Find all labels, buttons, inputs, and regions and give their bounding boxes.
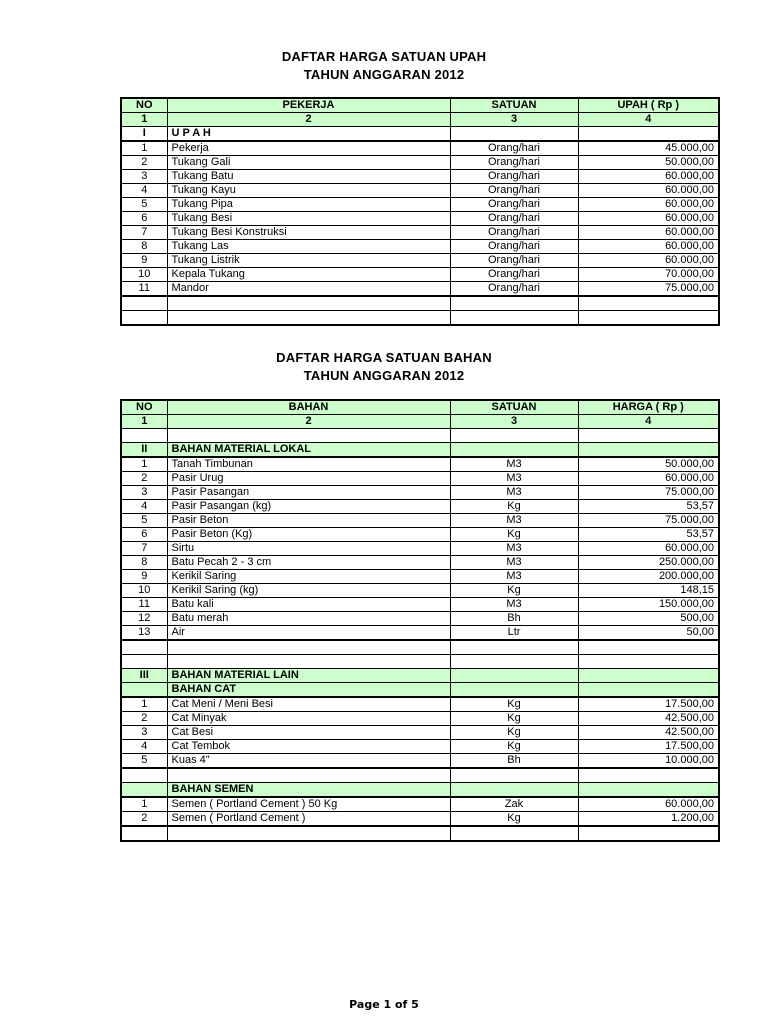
table-row xyxy=(121,584,719,598)
item-no: 6 xyxy=(121,528,167,542)
item-price: 500,00 xyxy=(578,612,719,626)
item-unit: Orang/hari xyxy=(450,198,578,212)
item-no: 5 xyxy=(121,754,167,769)
upah-table xyxy=(120,97,720,326)
item-unit: Kg xyxy=(450,812,578,827)
item-price: 150.000,00 xyxy=(578,598,719,612)
item-price: 50.000,00 xyxy=(578,457,719,472)
item-no: 9 xyxy=(121,254,167,268)
item-name: Air xyxy=(167,626,450,641)
item-price: 60.000,00 xyxy=(578,184,719,198)
item-price: 200.000,00 xyxy=(578,570,719,584)
table-row xyxy=(121,542,719,556)
item-price: 17.500,00 xyxy=(578,697,719,712)
table-row xyxy=(121,500,719,514)
item-name: Tanah Timbunan xyxy=(167,457,450,472)
section-row-lokal xyxy=(121,443,719,458)
item-price: 42.500,00 xyxy=(578,726,719,740)
item-price: 148,15 xyxy=(578,584,719,598)
item-name: Semen ( Portland Cement ) xyxy=(167,812,450,827)
item-no: 13 xyxy=(121,626,167,641)
item-price: 60.000,00 xyxy=(578,797,719,812)
item-price: 75.000,00 xyxy=(578,514,719,528)
item-name: Tukang Kayu xyxy=(167,184,450,198)
table-row xyxy=(121,726,719,740)
item-price: 1.200,00 xyxy=(578,812,719,827)
table-row xyxy=(121,528,719,542)
section-no: III xyxy=(121,669,167,683)
column-number: 2 xyxy=(167,113,450,127)
table-row xyxy=(121,797,719,812)
item-no: 3 xyxy=(121,726,167,740)
column-number: 3 xyxy=(450,415,578,429)
item-unit: Orang/hari xyxy=(450,240,578,254)
item-name: Tukang Gali xyxy=(167,156,450,170)
section-row-lain xyxy=(121,669,719,683)
section-label: BAHAN MATERIAL LOKAL xyxy=(167,443,450,458)
section-row-upah xyxy=(121,127,719,142)
item-name: Pasir Beton xyxy=(167,514,450,528)
section-no: I xyxy=(121,127,167,142)
table-row xyxy=(121,198,719,212)
item-name: Tukang Listrik xyxy=(167,254,450,268)
item-no: 1 xyxy=(121,457,167,472)
item-price: 70.000,00 xyxy=(578,268,719,282)
item-unit: Ltr xyxy=(450,626,578,641)
item-no: 3 xyxy=(121,486,167,500)
table-row xyxy=(121,740,719,754)
item-no: 6 xyxy=(121,212,167,226)
item-price: 60.000,00 xyxy=(578,198,719,212)
table-row xyxy=(121,598,719,612)
item-name: Pasir Beton (Kg) xyxy=(167,528,450,542)
blank-row xyxy=(121,640,719,655)
item-no: 2 xyxy=(121,472,167,486)
item-no: 8 xyxy=(121,556,167,570)
item-unit: Kg xyxy=(450,500,578,514)
table-row xyxy=(121,184,719,198)
item-unit: M3 xyxy=(450,514,578,528)
item-name: Pekerja xyxy=(167,141,450,156)
item-price: 60.000,00 xyxy=(578,212,719,226)
item-name: Kerikil Saring xyxy=(167,570,450,584)
subsection-row-cat xyxy=(121,683,719,698)
table-row xyxy=(121,486,719,500)
item-name: Batu merah xyxy=(167,612,450,626)
item-name: Sirtu xyxy=(167,542,450,556)
item-unit: Orang/hari xyxy=(450,282,578,297)
item-unit: Orang/hari xyxy=(450,226,578,240)
item-price: 60.000,00 xyxy=(578,472,719,486)
item-name: Cat Minyak xyxy=(167,712,450,726)
subsection-label: BAHAN CAT xyxy=(167,683,450,698)
page-footer: Page 1 of 5 xyxy=(349,998,419,1011)
table-row xyxy=(121,156,719,170)
blank-row xyxy=(121,826,719,841)
item-no: 4 xyxy=(121,500,167,514)
item-no: 12 xyxy=(121,612,167,626)
table-row xyxy=(121,268,719,282)
item-price: 60.000,00 xyxy=(578,170,719,184)
item-no: 4 xyxy=(121,740,167,754)
table-row xyxy=(121,626,719,641)
item-unit: Orang/hari xyxy=(450,184,578,198)
item-name: Tukang Pipa xyxy=(167,198,450,212)
section-label: BAHAN MATERIAL LAIN xyxy=(167,669,450,683)
item-price: 250.000,00 xyxy=(578,556,719,570)
item-name: Cat Meni / Meni Besi xyxy=(167,697,450,712)
item-name: Pasir Pasangan (kg) xyxy=(167,500,450,514)
item-name: Pasir Urug xyxy=(167,472,450,486)
item-no: 10 xyxy=(121,268,167,282)
item-no: 11 xyxy=(121,598,167,612)
item-unit: Orang/hari xyxy=(450,212,578,226)
header-upah: UPAH ( Rp ) xyxy=(578,98,719,113)
item-price: 53,57 xyxy=(578,528,719,542)
item-unit: Kg xyxy=(450,740,578,754)
item-unit: Kg xyxy=(450,584,578,598)
item-unit: Bh xyxy=(450,612,578,626)
table-row xyxy=(121,282,719,297)
column-number: 4 xyxy=(578,415,719,429)
header-harga: HARGA ( Rp ) xyxy=(578,400,719,415)
item-no: 5 xyxy=(121,198,167,212)
table-row xyxy=(121,754,719,769)
blank-row xyxy=(121,655,719,669)
column-number: 1 xyxy=(121,113,167,127)
item-unit: M3 xyxy=(450,457,578,472)
table-row xyxy=(121,254,719,268)
blank-row xyxy=(121,768,719,783)
table-row xyxy=(121,212,719,226)
upah-title: DAFTAR HARGA SATUAN UPAH xyxy=(281,49,487,64)
table-header-row xyxy=(121,400,719,415)
table-row xyxy=(121,472,719,486)
item-price: 45.000,00 xyxy=(578,141,719,156)
item-no: 4 xyxy=(121,184,167,198)
table-row xyxy=(121,170,719,184)
item-unit: M3 xyxy=(450,542,578,556)
item-no: 5 xyxy=(121,514,167,528)
item-unit: Orang/hari xyxy=(450,156,578,170)
item-unit: Kg xyxy=(450,726,578,740)
item-price: 60.000,00 xyxy=(578,542,719,556)
item-price: 10.000,00 xyxy=(578,754,719,769)
item-no: 9 xyxy=(121,570,167,584)
section-no: II xyxy=(121,443,167,458)
column-number: 3 xyxy=(450,113,578,127)
bahan-table xyxy=(120,399,720,842)
item-no: 8 xyxy=(121,240,167,254)
item-no: 2 xyxy=(121,156,167,170)
item-price: 50,00 xyxy=(578,626,719,641)
item-no: 3 xyxy=(121,170,167,184)
item-unit: M3 xyxy=(450,570,578,584)
item-name: Cat Tembok xyxy=(167,740,450,754)
item-price: 60.000,00 xyxy=(578,240,719,254)
item-no: 11 xyxy=(121,282,167,297)
item-name: Tukang Batu xyxy=(167,170,450,184)
item-name: Semen ( Portland Cement ) 50 Kg xyxy=(167,797,450,812)
item-name: Tukang Las xyxy=(167,240,450,254)
column-number: 2 xyxy=(167,415,450,429)
item-unit: Zak xyxy=(450,797,578,812)
item-price: 60.000,00 xyxy=(578,226,719,240)
header-satuan: SATUAN xyxy=(450,400,578,415)
header-satuan: SATUAN xyxy=(450,98,578,113)
item-name: Cat Besi xyxy=(167,726,450,740)
table-row xyxy=(121,457,719,472)
item-name: Kerikil Saring (kg) xyxy=(167,584,450,598)
item-price: 17.500,00 xyxy=(578,740,719,754)
header-bahan: BAHAN xyxy=(167,400,450,415)
table-row xyxy=(121,570,719,584)
item-unit: M3 xyxy=(450,556,578,570)
item-unit: M3 xyxy=(450,472,578,486)
table-row xyxy=(121,514,719,528)
item-no: 7 xyxy=(121,226,167,240)
item-name: Mandor xyxy=(167,282,450,297)
section-label: U P A H xyxy=(167,127,450,142)
table-row xyxy=(121,812,719,827)
item-no: 1 xyxy=(121,797,167,812)
item-name: Tukang Besi xyxy=(167,212,450,226)
item-name: Batu kali xyxy=(167,598,450,612)
item-no: 7 xyxy=(121,542,167,556)
subsection-row-semen xyxy=(121,783,719,798)
table-row xyxy=(121,697,719,712)
item-no: 2 xyxy=(121,812,167,827)
item-price: 75.000,00 xyxy=(578,282,719,297)
item-unit: Kg xyxy=(450,528,578,542)
item-no: 2 xyxy=(121,712,167,726)
item-name: Batu Pecah 2 - 3 cm xyxy=(167,556,450,570)
item-unit: Kg xyxy=(450,697,578,712)
column-number-row xyxy=(121,415,719,429)
table-row xyxy=(121,556,719,570)
item-unit: M3 xyxy=(450,486,578,500)
table-row xyxy=(121,226,719,240)
item-no: 10 xyxy=(121,584,167,598)
item-unit: Orang/hari xyxy=(450,141,578,156)
item-price: 75.000,00 xyxy=(578,486,719,500)
upah-subtitle: TAHUN ANGGARAN 2012 xyxy=(303,67,465,82)
item-price: 50.000,00 xyxy=(578,156,719,170)
item-price: 53,57 xyxy=(578,500,719,514)
item-unit: Kg xyxy=(450,712,578,726)
header-no: NO xyxy=(121,98,167,113)
item-name: Tukang Besi Konstruksi xyxy=(167,226,450,240)
table-header-row xyxy=(121,98,719,113)
item-name: Kepala Tukang xyxy=(167,268,450,282)
item-unit: Orang/hari xyxy=(450,268,578,282)
column-number: 1 xyxy=(121,415,167,429)
column-number-row xyxy=(121,113,719,127)
item-unit: Orang/hari xyxy=(450,254,578,268)
bahan-title: DAFTAR HARGA SATUAN BAHAN xyxy=(276,350,492,365)
item-price: 42.500,00 xyxy=(578,712,719,726)
table-row xyxy=(121,612,719,626)
column-number: 4 xyxy=(578,113,719,127)
item-unit: Bh xyxy=(450,754,578,769)
blank-row xyxy=(121,311,719,326)
blank-row xyxy=(121,296,719,311)
blank-row xyxy=(121,429,719,443)
table-row xyxy=(121,141,719,156)
item-name: Kuas 4" xyxy=(167,754,450,769)
bahan-subtitle: TAHUN ANGGARAN 2012 xyxy=(303,368,465,383)
subsection-label: BAHAN SEMEN xyxy=(167,783,450,798)
item-name: Pasir Pasangan xyxy=(167,486,450,500)
item-unit: M3 xyxy=(450,598,578,612)
item-price: 60.000,00 xyxy=(578,254,719,268)
item-unit: Orang/hari xyxy=(450,170,578,184)
header-no: NO xyxy=(121,400,167,415)
table-row xyxy=(121,712,719,726)
item-no: 1 xyxy=(121,141,167,156)
header-pekerja: PEKERJA xyxy=(167,98,450,113)
table-row xyxy=(121,240,719,254)
item-no: 1 xyxy=(121,697,167,712)
